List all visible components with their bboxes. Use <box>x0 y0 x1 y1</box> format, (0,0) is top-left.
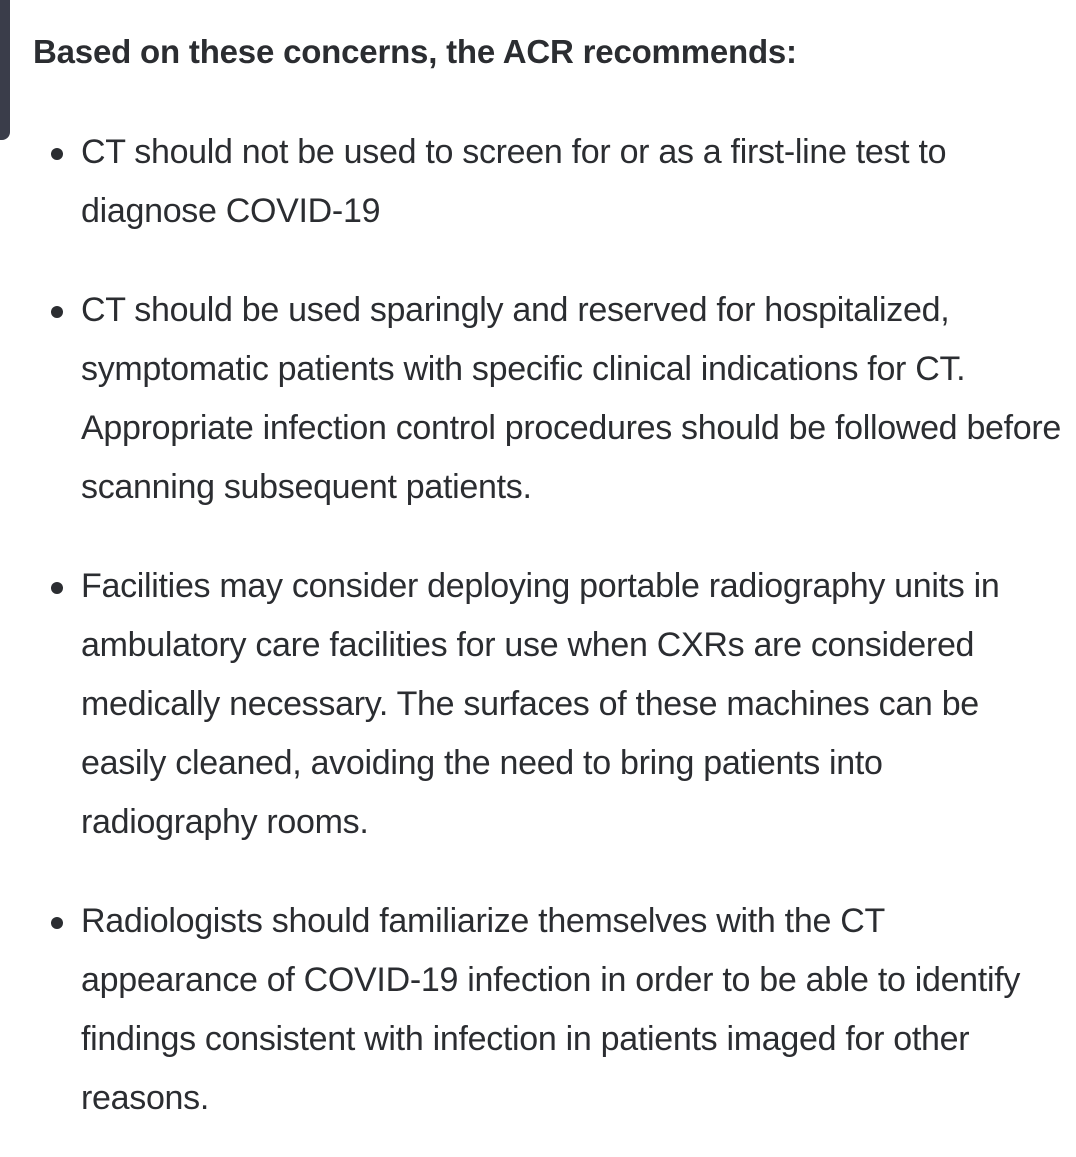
list-item-text: Radiologists should familiarize themselves with the CT appearance of COVID-19 infection in order to be able to identify findings consistent with infection in patients imaged for other reasons. <box>81 902 1021 1117</box>
article-content <box>33 28 1063 1128</box>
list-item-text: CT should be used sparingly and reserved for hospitalized, symptomatic patients with specific clinical indications for CT. Appropriate infection control procedures should be followed before scanning subsequent patients. <box>81 291 1062 506</box>
window-edge-decoration <box>0 0 10 140</box>
list-item-text: Facilities may consider deploying portable radiography units in ambulatory care facilities for use when CXRs are considered medically necessary. The surfaces of these machines can be easily cleaned, avoiding the need to bring patients into radiography rooms. <box>81 567 1000 841</box>
list-item <box>33 281 1063 517</box>
bullet-icon <box>51 306 63 318</box>
bullet-icon <box>51 917 63 929</box>
list-item <box>33 892 1063 1128</box>
bullet-icon <box>51 582 63 594</box>
recommendation-list <box>33 123 1063 1128</box>
list-item <box>33 123 1063 241</box>
list-item <box>33 557 1063 852</box>
section-heading: Based on these concerns, the ACR recommends: <box>33 33 797 70</box>
bullet-icon <box>51 148 63 160</box>
list-item-text: CT should not be used to screen for or as a first-line test to diagnose COVID-19 <box>81 133 947 230</box>
